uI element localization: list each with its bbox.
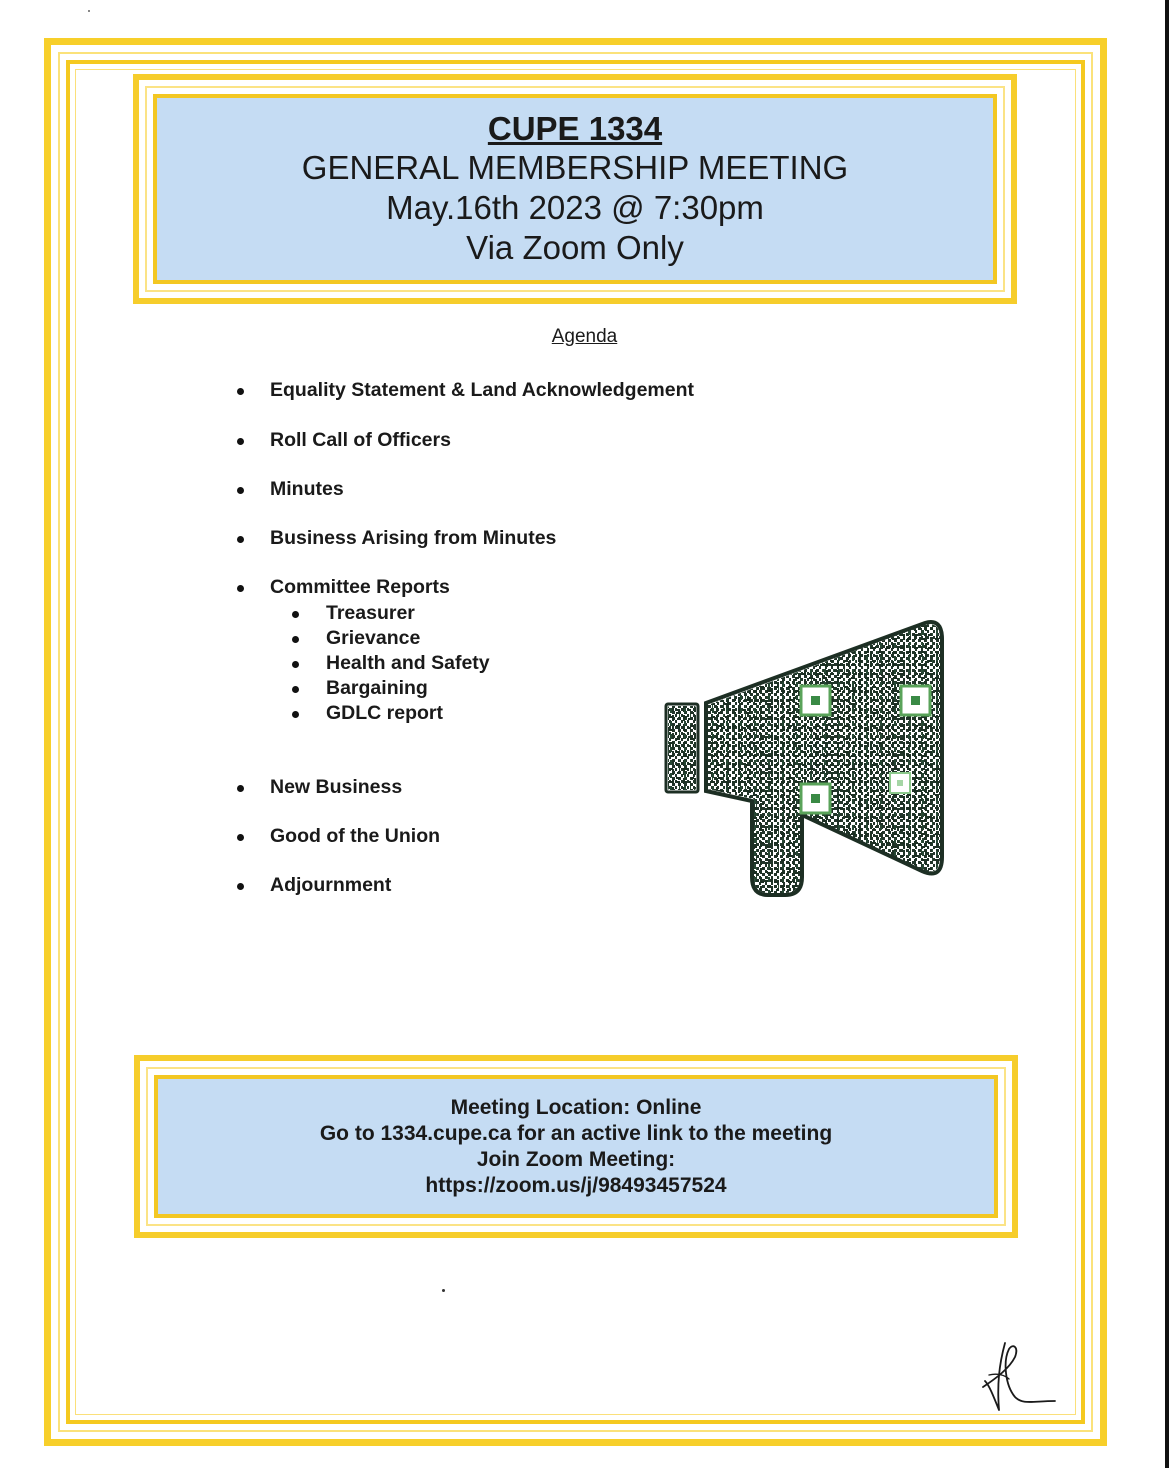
qr-finder xyxy=(801,784,830,813)
zoom-heading: Join Zoom Meeting: xyxy=(476,1147,676,1171)
scan-speck xyxy=(88,10,90,12)
bullet-icon xyxy=(292,686,299,693)
bullet-icon xyxy=(237,585,244,592)
agenda-heading: Agenda xyxy=(551,326,618,347)
bullet-icon xyxy=(237,438,244,445)
signature-mark xyxy=(975,1335,1065,1420)
meeting-name: GENERAL MEMBERSHIP MEETING xyxy=(301,149,849,186)
header-box xyxy=(133,74,1017,304)
bullet-icon xyxy=(237,785,244,792)
page-edge xyxy=(1165,0,1169,1468)
meeting-mode: Via Zoom Only xyxy=(466,229,684,266)
bullet-icon xyxy=(237,536,244,543)
scan-speck xyxy=(442,1289,445,1292)
page-title: CUPE 1334 xyxy=(487,110,663,147)
bullet-icon xyxy=(292,611,299,618)
meeting-datetime: May.16th 2023 @ 7:30pm xyxy=(386,189,764,226)
bullet-icon xyxy=(237,388,244,395)
qr-alignment xyxy=(890,773,910,793)
meeting-location: Meeting Location: Online xyxy=(450,1095,702,1119)
qr-finder xyxy=(801,686,830,715)
bullet-icon xyxy=(237,834,244,841)
megaphone-qr-icon[interactable] xyxy=(660,615,950,905)
footer-box xyxy=(134,1055,1018,1238)
bullet-icon xyxy=(292,711,299,718)
bullet-icon xyxy=(292,636,299,643)
bullet-icon xyxy=(237,487,244,494)
website-instruction: Go to 1334.cupe.ca for an active link to the meeting xyxy=(319,1121,833,1145)
bullet-icon xyxy=(237,883,244,890)
zoom-link[interactable]: https://zoom.us/j/98493457524 xyxy=(425,1173,727,1197)
qr-finder xyxy=(901,686,930,715)
bullet-icon xyxy=(292,661,299,668)
